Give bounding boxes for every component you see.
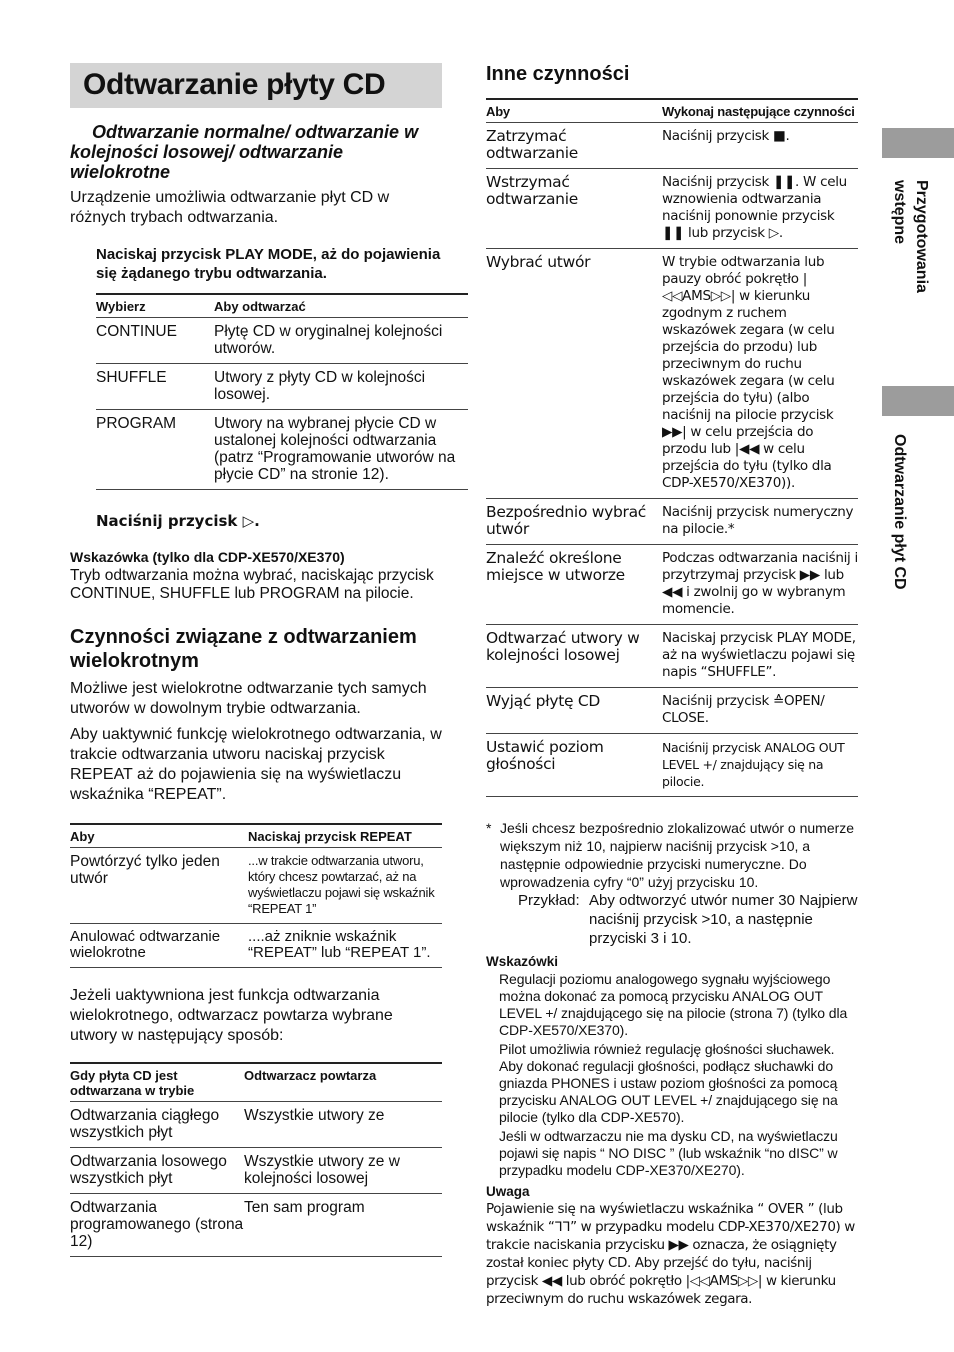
- table-row: [70, 1194, 442, 1257]
- table-cell: Utwory na wybranej płycie CD w ustalonej kolejności odtwarzania (patrz “Programowanie utworów na płycie CD” na stronie 12).: [214, 410, 468, 490]
- intro-paragraph: Urządzenie umożliwia odtwarzanie płyt CD w różnych trybach odtwarzania.: [70, 189, 390, 226]
- header-cell: Wybierz: [96, 294, 214, 318]
- right-column: [486, 60, 858, 1308]
- repeat-table: [70, 823, 442, 968]
- footnote-text: Jeśli chcesz bezpośrednio zlokalizować utwór o numerze większym niż 10, najpierw naciśnij przycisk >10, a następnie odpowiednie przyciski numeryczne. Do wprowadzenia cyfry “0” użyj przycisku 10.: [500, 820, 855, 890]
- table-cell: Podczas odtwarzania naciśnij i przytrzymaj przycisk ▶▶ lub ◀◀ i zwolnij go w wybranym momencie.: [662, 545, 858, 625]
- table-cell: Naciśnij przycisk ANALOG OUT LEVEL +/ znajdujący się na pilocie.: [662, 734, 858, 797]
- header-cell: Odtwarzacz powtarza: [244, 1063, 442, 1102]
- table-row: [486, 123, 858, 169]
- tip-item: Jeśli w odtwarzaczu nie ma dysku CD, na wyświetlaczu pojawi się napis “ NO DISC ” (lub wskaźnik “no dISC” w przypadku modelu CDP-XE370/XE270).: [499, 1128, 838, 1178]
- table-cell: Naciśnij przycisk ❚❚. W celu wznowienia odtwarzania naciśnij ponownie przycisk ❚❚ lub przycisk ▷.: [662, 169, 858, 249]
- table-row: [96, 410, 468, 490]
- table-cell: SHUFFLE: [96, 364, 214, 410]
- table-cell: Wszystkie utwory ze w kolejności losowej: [244, 1148, 442, 1194]
- step-1: Naciskaj przycisk PLAY MODE, aż do pojawienia się żądanego trybu odtwarzania.: [96, 246, 441, 282]
- table-cell: Odtwarzania ciągłego wszystkich płyt: [70, 1107, 220, 1141]
- table-cell: Zatrzymać odtwarzanie: [486, 127, 578, 162]
- repeat-mode-table-header: [70, 1063, 442, 1102]
- header-cell: Aby: [70, 824, 248, 848]
- step-2: Naciśnij przycisk ▷.: [96, 512, 260, 530]
- table-cell: ...w trakcie odtwarzania utworu, który chcesz powtarzać, aż na wyświetlaczu pojawi się wskaźnik “REPEAT 1”: [248, 853, 435, 916]
- table-cell: Wstrzymać odtwarzanie: [486, 169, 662, 249]
- side-tab-preparation: [888, 180, 932, 293]
- table-cell: Anulować odtwarzanie wielokrotne: [70, 924, 248, 968]
- table-cell: Powtórzyć tylko jeden utwór: [70, 853, 220, 887]
- section-title-other: Inne czynności: [486, 63, 630, 85]
- tip-item: Regulacji poziomu analogowego sygnału wyjściowego można dokonać za pomocą przycisku ANALOG OUT LEVEL +/ znajdującego się na pilocie (strona 7) (tylko dla CDP-XE570/XE370).: [499, 971, 848, 1038]
- table-cell: CONTINUE: [96, 323, 177, 340]
- footnote: [486, 819, 858, 891]
- table-cell: Odtwarzania losowego wszystkich płyt: [70, 1148, 244, 1194]
- other-table-header: [486, 99, 858, 123]
- table-cell: Znaleźć określone miejsce w utworze: [486, 545, 662, 625]
- repeat-paragraph-2: Aby uaktywnić funkcję wielokrotnego odtwarzania, w trakcie odtwarzania utworu naciskaj przycisk REPEAT aż do pojawienia się na wyświetlaczu wskaźnika “REPEAT”.: [70, 726, 442, 803]
- hint-text: Tryb odtwarzania można wybrać, naciskając przycisk CONTINUE, SHUFFLE lub PROGRAM na pilocie.: [70, 567, 434, 602]
- side-tab-playback: [888, 434, 910, 590]
- table-row: [486, 545, 858, 625]
- table-cell: Odtwarzania programowanego (strona 12): [70, 1194, 244, 1257]
- header-cell: Gdy płyta CD jest odtwarzana w trybie: [70, 1063, 244, 1102]
- table-row: [486, 688, 858, 734]
- table-cell: Wszystkie utwory ze: [244, 1107, 385, 1124]
- side-tab-line: Odtwarzanie płyt CD: [891, 434, 908, 590]
- table-row: [486, 169, 858, 249]
- table-cell: Odtwarzać utwory w kolejności losowej: [486, 625, 662, 688]
- tips-heading: Wskazówki: [486, 954, 559, 969]
- table-row: [70, 1148, 442, 1194]
- page-title-box: [70, 63, 442, 108]
- tip-item: Pilot umożliwia również regulację głośności słuchawek. Aby dokonać regulacji głośności, podłącz słuchawki do gniazda PHONES i ustaw poziom głośności za pomocą przycisku ANALOG OUT LEVEL +/ znajdującego się na pilocie (tylko dla CDP-XE570).: [499, 1041, 838, 1125]
- subheading-text: Odtwarzanie normalne/ odtwarzanie w kolejności losowej/ odtwarzanie wielokrotne: [70, 122, 419, 182]
- footnote-mark: *: [486, 820, 492, 836]
- header-cell: Aby odtwarzać: [214, 294, 468, 318]
- example-label: Przykład:: [518, 892, 580, 909]
- example: [518, 891, 858, 948]
- repeat-table-header: [70, 824, 442, 848]
- side-tab-marker-playback: [882, 386, 954, 416]
- page-title: Odtwarzanie płyty CD: [83, 68, 386, 101]
- note-heading: Uwaga: [486, 1184, 530, 1199]
- side-tab-marker-preparation: [882, 128, 954, 158]
- mode-table: [96, 293, 468, 490]
- table-cell: Wyjąć płytę CD: [486, 688, 662, 734]
- table-cell: Naciskaj przycisk PLAY MODE, aż na wyświetlaczu pojawi się napis “SHUFFLE”.: [662, 625, 858, 688]
- table-cell: Wybrać utwór: [486, 249, 662, 499]
- note-text: Pojawienie się na wyświetlaczu wskaźnika “ OVER ” (lub wskaźnik “ᒣᒣ” w przypadku modelu CDP-XE370/XE270) w trakcie naciskania przycisku ▶▶ oznacza, że osiągnięty został koniec płyty CD. Aby przejść do tyłu, naciśnij przycisk ◀◀ lub obróć pokrętło |◁◁AMS▷▷| w kierunku przeciwnym do ruchu wskazówek zegara.: [486, 1201, 855, 1307]
- table-cell: Bezpośrednio wybrać utwór: [486, 499, 662, 545]
- section-title-repeat: Czynności związane z odtwarzaniem wielokrotnym: [70, 626, 417, 672]
- subheading: [70, 122, 442, 182]
- example-text: Aby odtworzyć utwór numer 30 Najpierw naciśnij przycisk >10, a następnie przyciski 3 i 10.: [589, 892, 858, 947]
- table-cell: Naciśnij przycisk numeryczny na pilocie.*: [662, 499, 858, 545]
- repeat-paragraph-1: Możliwe jest wielokrotne odtwarzanie tych samych utworów w dowolnym trybie odtwarzania.: [70, 680, 427, 717]
- repeat-mode-table: [70, 1062, 442, 1257]
- left-column: [70, 63, 456, 1257]
- table-cell: Ten sam program: [244, 1194, 442, 1257]
- table-cell: ....aż zniknie wskaźnik “REPEAT” lub “REPEAT 1”.: [248, 924, 442, 968]
- side-tab-line: Przygotowania: [913, 180, 930, 293]
- table-row: [486, 625, 858, 688]
- other-operations-table: [486, 98, 858, 797]
- table-cell: Ustawić poziom głośności: [486, 734, 662, 797]
- header-cell: Naciskaj przycisk REPEAT: [248, 824, 442, 848]
- repeat-paragraph-3: Jeżeli uaktywniona jest funkcja odtwarzania wielokrotnego, odtwarzacz powtarza wybrane utwory w następujący sposób:: [70, 987, 393, 1044]
- table-row: [486, 734, 858, 797]
- table-cell: W trybie odtwarzania lub pauzy obróć pokrętło |◁◁AMS▷▷| w kierunku zgodnym z ruchem wskazówek zegara (w celu przejścia do przodu) lub przeciwnym do ruchu wskazówek zegara (w celu przejścia do tyłu) (albo naciśnij na pilocie przycisk ▶▶| w celu przejścia do przodu lub |◀◀ w celu przejścia do tyłu (tylko dla CDP-XE570/XE370)).: [662, 249, 858, 499]
- table-row: [70, 924, 442, 968]
- table-row: [70, 1102, 442, 1148]
- table-cell: Naciśnij przycisk ≙OPEN/ CLOSE.: [662, 688, 858, 734]
- hint-heading: Wskazówka (tylko dla CDP-XE570/XE370): [70, 549, 345, 565]
- table-cell: Utwory z płyty CD w kolejności losowej.: [214, 364, 468, 410]
- table-cell: Płytę CD w oryginalnej kolejności utworów.: [214, 323, 443, 357]
- table-row: [486, 249, 858, 499]
- table-row: [70, 848, 442, 924]
- side-tab-line: wstępne: [891, 180, 908, 245]
- mode-table-header: [96, 294, 468, 318]
- table-row: [486, 499, 858, 545]
- header-cell: Wykonaj następujące czynności: [662, 99, 858, 123]
- table-row: [96, 318, 468, 364]
- header-cell: Aby: [486, 99, 662, 123]
- table-row: [96, 364, 468, 410]
- table-cell: Naciśnij przycisk ■.: [662, 128, 790, 144]
- table-cell: PROGRAM: [96, 410, 214, 490]
